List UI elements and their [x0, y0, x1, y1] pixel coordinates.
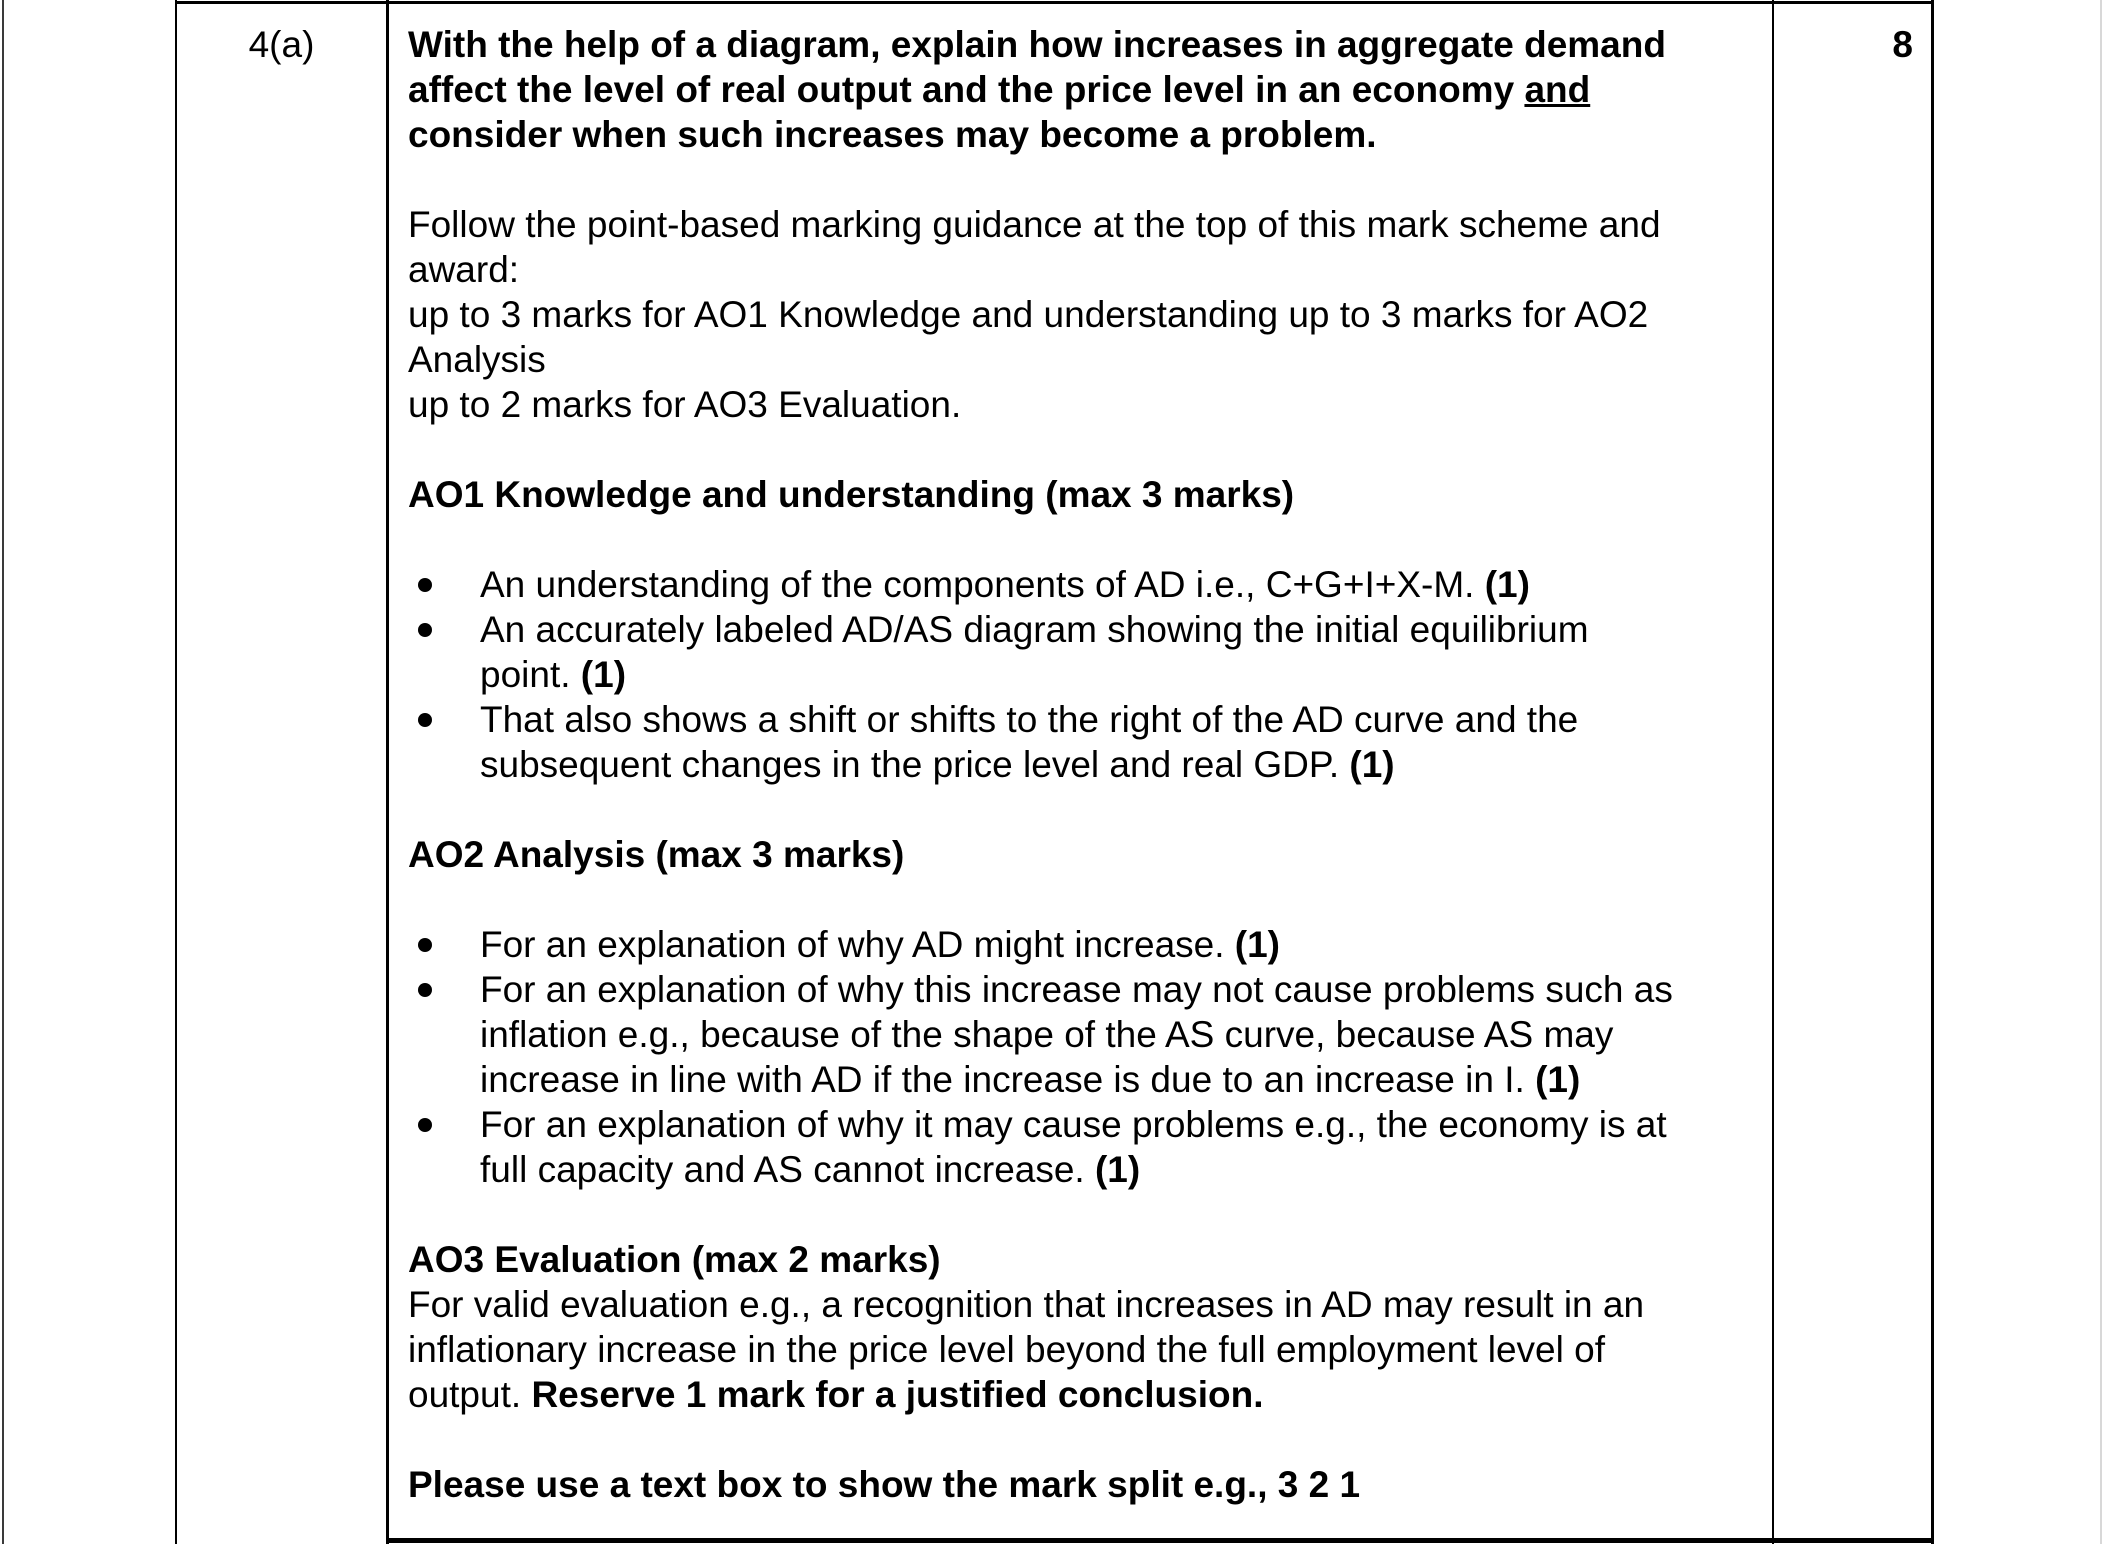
text-segment: AO2 Analysis (max 3 marks) [408, 834, 905, 875]
text-segment: affect the level of real output and the price level in an economy [408, 69, 1525, 110]
text-segment: point. [480, 654, 581, 695]
answer-column-left-border [386, 0, 389, 1544]
text-line [480, 1057, 1768, 1102]
text-segment: An accurately labeled AD/AS diagram showing the initial equilibrium [480, 609, 1589, 650]
text-line [408, 67, 1768, 112]
text-line [408, 112, 1768, 157]
text-segment: output. [408, 1374, 532, 1415]
page-right-edge-line [2100, 0, 2102, 1544]
bullet-item [408, 967, 1768, 1102]
text-segment: inflationary increase in the price level beyond the full employment level of [408, 1329, 1605, 1370]
text-segment: increase in line with AD if the increase is due to an increase in I. [480, 1059, 1536, 1100]
text-line [408, 22, 1768, 67]
text-segment: (1) [1535, 1059, 1581, 1100]
text-segment: award: [408, 249, 520, 290]
text-segment: subsequent changes in the price level and real GDP. [480, 744, 1350, 785]
block-bullets [408, 562, 1768, 787]
text-segment: and [1524, 69, 1591, 110]
text-segment: An understanding of the components of AD i.e., C+G+I+X-M. [480, 564, 1485, 605]
block-paragraph [408, 1462, 1768, 1507]
table-right-border [1931, 0, 1934, 1544]
text-line [408, 1327, 1768, 1372]
bullet-item [408, 697, 1768, 787]
text-line [480, 742, 1768, 787]
bullet-dot-icon [418, 578, 432, 592]
row-bottom-border [386, 1538, 1934, 1543]
text-line [408, 1372, 1768, 1417]
text-line [480, 562, 1768, 607]
text-segment: Analysis [408, 339, 546, 380]
text-line [408, 202, 1768, 247]
text-line [480, 1147, 1768, 1192]
text-line [408, 337, 1768, 382]
text-line [408, 1282, 1768, 1327]
text-segment: inflation e.g., because of the shape of the AS curve, because AS may [480, 1014, 1614, 1055]
text-segment: That also shows a shift or shifts to the right of the AD curve and the [480, 699, 1579, 740]
marks-column-left-border [1772, 0, 1774, 1544]
block-paragraph [408, 22, 1768, 157]
text-line [480, 607, 1768, 652]
text-line [408, 292, 1768, 337]
question-column-left-border [175, 0, 177, 1544]
answer-cell [408, 22, 1768, 1507]
text-segment: Please use a text box to show the mark split e.g., 3 2 1 [408, 1464, 1361, 1505]
text-segment: For an explanation of why AD might increase. [480, 924, 1235, 965]
text-segment: up to 3 marks for AO1 Knowledge and understanding up to 3 marks for AO2 [408, 294, 1649, 335]
block-heading [408, 472, 1768, 517]
page-left-edge-line [2, 0, 4, 1544]
text-line [408, 832, 1768, 877]
text-line [408, 1462, 1768, 1507]
text-line [408, 382, 1768, 427]
text-line [408, 472, 1768, 517]
text-segment: (1) [1349, 744, 1395, 785]
text-segment: full capacity and AS cannot increase. [480, 1149, 1095, 1190]
text-line [408, 1237, 1768, 1282]
row-top-border [175, 1, 1934, 4]
block-bullets [408, 922, 1768, 1192]
text-line [480, 697, 1768, 742]
text-line [480, 1012, 1768, 1057]
bullet-item [408, 607, 1768, 697]
bullet-item [408, 1102, 1768, 1192]
bullet-item [408, 922, 1768, 967]
text-segment: With the help of a diagram, explain how increases in aggregate demand [408, 24, 1666, 65]
text-line [480, 1102, 1768, 1147]
block-heading [408, 832, 1768, 877]
text-line [480, 967, 1768, 1012]
block-paragraph [408, 202, 1768, 427]
question-number-cell: 4(a) [248, 24, 315, 65]
bullet-dot-icon [418, 713, 432, 727]
text-segment: AO1 Knowledge and understanding (max 3 marks) [408, 474, 1295, 515]
text-segment: (1) [1234, 924, 1281, 965]
text-segment: (1) [1484, 564, 1530, 605]
text-segment: (1) [580, 654, 627, 695]
bullet-dot-icon [418, 623, 432, 637]
text-line [408, 247, 1768, 292]
text-segment: (1) [1094, 1149, 1141, 1190]
text-segment: For valid evaluation e.g., a recognition that increases in AD may result in an [408, 1284, 1645, 1325]
text-line [480, 652, 1768, 697]
bullet-dot-icon [418, 938, 432, 952]
bullet-dot-icon [418, 1118, 432, 1132]
block-heading-para [408, 1237, 1768, 1417]
text-segment: AO3 Evaluation (max 2 marks) [408, 1239, 941, 1280]
text-line [480, 922, 1768, 967]
bullet-dot-icon [418, 983, 432, 997]
text-segment: For an explanation of why it may cause problems e.g., the economy is at [480, 1104, 1667, 1145]
text-segment: up to 2 marks for AO3 Evaluation. [408, 384, 962, 425]
marks-cell: 8 [1892, 24, 1913, 65]
text-segment: Reserve 1 mark for a justified conclusion. [531, 1374, 1264, 1415]
bullet-item [408, 562, 1768, 607]
text-segment: consider when such increases may become a problem. [408, 114, 1377, 155]
text-segment: Follow the point-based marking guidance at the top of this mark scheme and [408, 204, 1661, 245]
text-segment: For an explanation of why this increase may not cause problems such as [480, 969, 1673, 1010]
